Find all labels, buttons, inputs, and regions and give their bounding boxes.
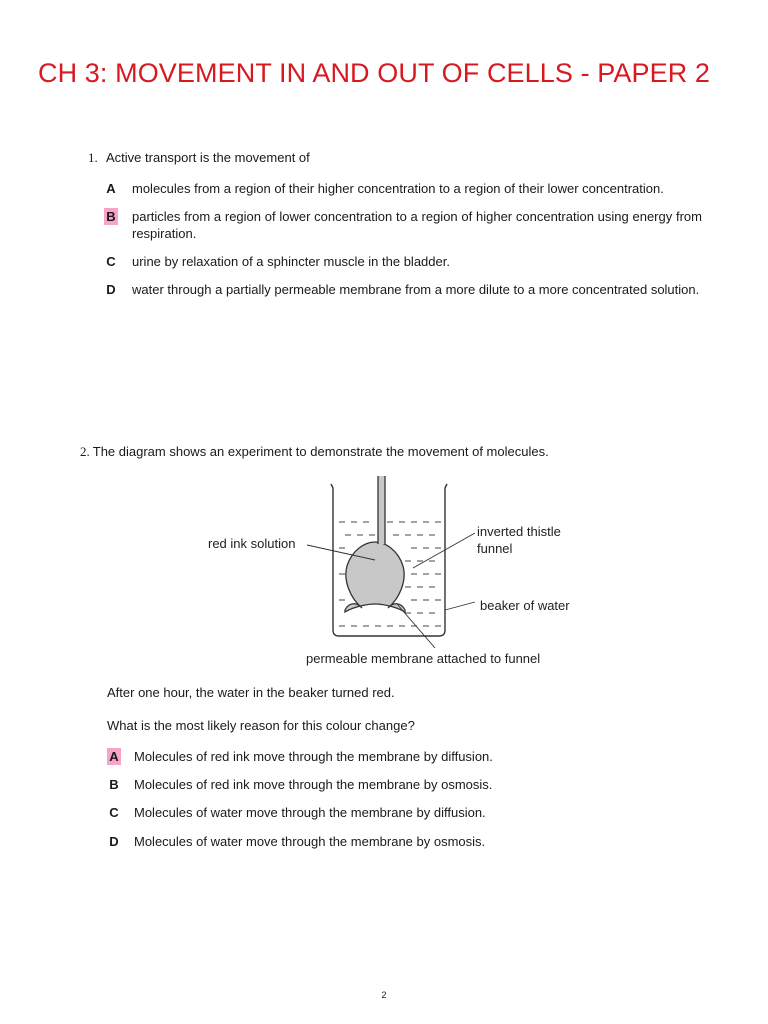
question-1-option-a bbox=[104, 180, 702, 197]
label-membrane: permeable membrane attached to funnel bbox=[306, 651, 541, 666]
option-text: Molecules of water move through the membrane by osmosis. bbox=[134, 834, 486, 849]
option-letter: C bbox=[106, 254, 116, 269]
question-2-option-a bbox=[107, 748, 607, 765]
label-beaker: beaker of water bbox=[480, 598, 570, 613]
label-red-ink: red ink solution bbox=[208, 536, 296, 551]
question-1-option-d bbox=[104, 281, 702, 298]
question-1-number: 1. bbox=[88, 150, 98, 165]
option-letter: C bbox=[109, 805, 119, 820]
option-text: urine by relaxation of a sphincter muscle in the bladder. bbox=[132, 254, 450, 269]
option-text: particles from a region of lower concentration to a region of higher concentration using energy from respiration. bbox=[132, 209, 702, 241]
option-text: molecules from a region of their higher concentration to a region of their lower concentration. bbox=[132, 181, 664, 196]
thistle-funnel-bulb bbox=[345, 542, 405, 612]
question-2-prompt: What is the most likely reason for this colour change? bbox=[107, 718, 415, 733]
option-letter: D bbox=[109, 834, 119, 849]
option-text: water through a partially permeable membrane from a more dilute to a more concentrated solution. bbox=[132, 282, 700, 297]
question-2-number: 2. bbox=[80, 444, 90, 459]
option-text: Molecules of water move through the membrane by diffusion. bbox=[134, 805, 486, 820]
question-2-stem bbox=[80, 444, 549, 460]
option-letter: A bbox=[106, 181, 116, 196]
funnel-stem-fill bbox=[378, 476, 385, 544]
question-2-option-b bbox=[107, 776, 607, 793]
option-text: Molecules of red ink move through the membrane by diffusion. bbox=[134, 749, 493, 764]
question-2-text: The diagram shows an experiment to demonstrate the movement of molecules. bbox=[92, 444, 549, 459]
question-1-stem bbox=[88, 150, 310, 166]
option-letter-highlighted: B bbox=[104, 208, 118, 225]
label-thistle-line2: funnel bbox=[477, 541, 513, 556]
label-thistle-line1: inverted thistle bbox=[477, 524, 561, 539]
question-2-option-d bbox=[107, 833, 607, 850]
page-number: 2 bbox=[381, 990, 387, 1000]
leader-beaker bbox=[445, 602, 475, 610]
option-letter-highlighted: A bbox=[107, 748, 121, 765]
option-letter: D bbox=[106, 282, 116, 297]
question-1-option-c bbox=[104, 253, 702, 270]
observation-text: After one hour, the water in the beaker turned red. bbox=[107, 685, 395, 700]
question-2-option-c bbox=[107, 804, 607, 821]
experiment-diagram bbox=[195, 476, 585, 676]
question-1-text: Active transport is the movement of bbox=[106, 150, 310, 165]
leader-thistle bbox=[413, 533, 475, 568]
page-title: CH 3: MOVEMENT IN AND OUT OF CELLS - PAPER 2 bbox=[38, 58, 711, 88]
question-1-option-b bbox=[104, 208, 702, 242]
option-text: Molecules of red ink move through the membrane by osmosis. bbox=[134, 777, 493, 792]
option-letter: B bbox=[109, 777, 119, 792]
